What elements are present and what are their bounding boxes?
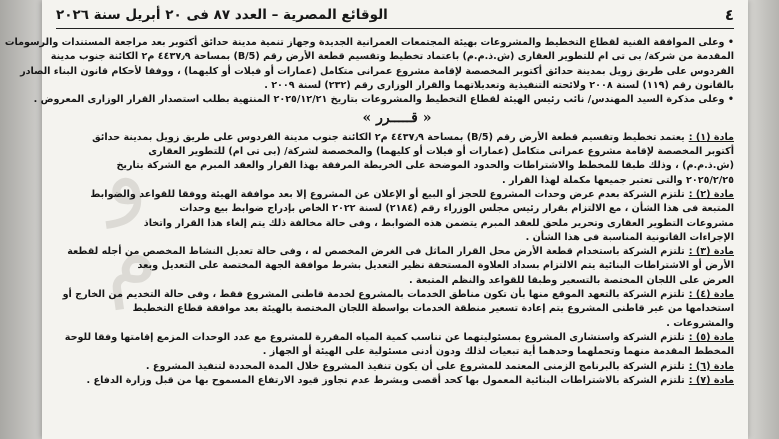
text-line: تلتزم الشركة بالبرنامج الزمنى المعتمد للمشروع على أن يكون تنفيذ المشروع خلال المدة المحددة لتنفيذ المشروع . (145, 360, 685, 372)
text-line: • وعلى الموافقة الفنية لقطاع التخطيط والمشروعات بهيئة المجتمعات العمرانية الجديدة وجهاز تنمية مدينة حدائق أكتوبر بعد مراجعة المستندات والرسومات (4, 37, 734, 48)
text-line: مشروعات التطوير العقارى وتحرير ملحق للعقد المبرم يتضمن هذه الضوابط ، وفى حالة مخالفة ذلك يتم إلغاء هذا القرار واتخاذ (143, 217, 734, 229)
article-2 (60, 188, 734, 245)
article-label: مادة (٦) : (688, 360, 734, 372)
text-line: العرض على اللجان المختصة بالتسعير وطبقا للقواعد والنظم المتبعة . (408, 274, 734, 286)
scan-margin-right (748, 0, 779, 439)
article-label: مادة (١) : (688, 131, 734, 143)
text-line: (ش.ذ.م.م) ، وذلك طبقا للمخطط والاشتراطات والحدود الموضحة على الخريطة المرفقة بهذا القرار والعقد المبرم مع الشركة بتاريخ (116, 160, 734, 172)
text-line: والمشروعات . (666, 317, 734, 329)
article-3 (60, 245, 734, 288)
article-5 (60, 331, 734, 360)
watermark-seal: و م (96, 123, 163, 311)
text-line: تلتزم الشركة بالاشتراطات البنائية المعمول بها كحد أقصى وبشرط عدم تجاوز قيود الارتفاع المسموح بها من قبل وزارة الدفاع . (86, 374, 685, 386)
header-rule (56, 28, 734, 29)
text-line: تلتزم الشركة واستشارى المشروع بمسئوليتهما عن تناسب كمية المياه المقررة للمشروع مع عدد الوحدات المزمع إقامتها وفقا للوحة (64, 331, 685, 343)
text-line: تلتزم الشركة باستخدام قطعة الأرض محل القرار الماثل فى الغرض المخصص له ، وفى حالة تعديل النشاط المخصص من أجله لقطعة (67, 246, 685, 258)
preamble-2 (33, 93, 734, 107)
decision-heading: « قـــــرر » (362, 110, 432, 127)
text-line: ٢٠٢٥/٢/٢٥ والتى تعتبر جميعها مكملة لهذا القرار . (502, 174, 734, 186)
text-line: بالقانون رقم (١١٩) لسنة ٢٠٠٨ ولائحته التنفيذية وتعديلاتهما والقرار الوزارى رقم (٢٣٢) لسنة ٢٠٠٩ . (264, 79, 734, 91)
text-line: أكتوبر المخصصة لإقامة مشروع عمرانى متكامل (عمارات أو فيلات أو كليهما) والمخصصة لشركة/ (بى تى ام) للتطوير العقارى (148, 146, 734, 158)
article-4 (60, 288, 734, 331)
article-label: مادة (٥) : (688, 331, 734, 343)
text-line: استخدامها من غير قاطنى المشروع يتم إعادة تسعير منطقة الخدمات بواسطة اللجان المختصة بالهيئة بعد موافقة قطاع التخطيط (132, 303, 734, 315)
text-line: • وعلى مذكرة السيد المهندس/ نائب رئيس الهيئة لقطاع التخطيط والمشروعات بتاريخ ٢٠٢٥/١٢/٢١ المنتهية بطلب استصدار القرار الوزارى المعروض . (33, 94, 734, 106)
text-line: المتبعة فى هذا الشأن ، مع الالتزام بقرار رئيس مجلس الوزراء رقم (٢١٨٤) لسنة ٢٠٢٢ الخاص بإدراج ضوابط بيع وحدات (179, 203, 734, 215)
article-7 (60, 374, 734, 388)
article-label: مادة (٢) : (688, 188, 734, 200)
document-body (4, 36, 734, 388)
gazette-page (4, 0, 748, 439)
text-line: الأرض أو الاشتراطات البنائية يتم الالتزام بسداد العلاوة المستحقة نظير التعديل بشرط موافقة الجهة المختصة على التعديل وبعد (137, 260, 734, 272)
text-line: الإجراءات القانونية المناسبة فى هذا الشأن . (525, 231, 734, 243)
gazette-title: الوقائع المصرية – العدد ٨٧ فى ٢٠ أبريل سنة ٢٠٢٦ (56, 7, 388, 23)
text-line: تلتزم الشركة بالتعهد الموقع منها بأن تكون مناطق الخدمات بالمشروع لخدمة قاطنى المشروع فقط ، وفى حالة التخديم من الخارج أو (62, 289, 685, 301)
text-line: يعتمد تخطيط وتقسيم قطعة الأرض رقم (B/5) بمساحة ٤٤٣٧٫٩ م٢ الكائنة جنوب مدينة الفردوس على طريق زويل بمدينة حدائق (92, 131, 685, 143)
text-line: تلتزم الشركة بعدم عرض وحدات المشروع للحجز أو البيع أو الإعلان عن المشروع إلا بعد موافقة الهيئة ووفقا للقواعد والضوابط (90, 188, 685, 200)
article-6 (60, 360, 734, 374)
article-label: مادة (٤) : (688, 289, 734, 301)
page-header (56, 3, 734, 27)
text-line: المخطط المقدمة منهما وتحملهما وحدهما أية تبعيات لذلك ودون أدنى مسئولية على الهيئة أو الجهاز . (262, 346, 734, 358)
article-label: مادة (٣) : (688, 246, 734, 258)
page-number: ٤ (724, 6, 734, 24)
text-line: المقدمة من شركة/ بى تى ام للتطوير العقارى (ش.ذ.م.م) باعتماد تخطيط وتقسيم قطعة الأرض رقم (B/5) بمساحة ٤٤٣٧٫٩ م٢ الكائنة جنوب مدينة (50, 51, 734, 63)
preamble-1 (4, 36, 734, 93)
article-1 (60, 131, 734, 188)
article-label: مادة (٧) : (688, 374, 734, 386)
text-line: الفردوس على طريق زويل بمدينة حدائق أكتوبر المخصصة لإقامة مشروع عمرانى متكامل (عمارات أو فيلات أو كليهما) ، ووفقا لأحكام قانون البناء الصادر (20, 65, 734, 77)
